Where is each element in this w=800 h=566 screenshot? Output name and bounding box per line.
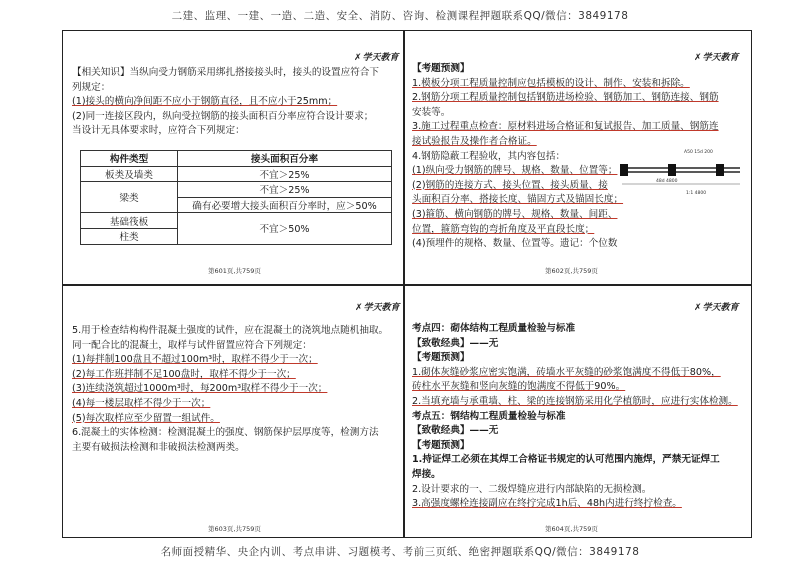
text-line: 2.当填充墙与承重墙、柱、梁的连接钢筋采用化学植筋时，应进行实体检测。 [412, 395, 738, 407]
text-line: 【考题预测】 [412, 63, 470, 74]
table-cell: 不宜＞50% [178, 213, 392, 244]
text-line: 1.模板分项工程质量控制应包括模板的设计、制作、安装和拆除。 [412, 77, 690, 89]
text-line: 2.设计要求的一、二级焊缝应进行内部缺陷的无损检测。 [412, 483, 652, 495]
diagram-label: 1:1 4800 [686, 191, 707, 196]
page-number: 第603页,共759页 [208, 525, 261, 533]
page-number: 第604页,共759页 [545, 525, 598, 533]
horizontal-divider [62, 284, 752, 286]
text-line: 安装等。 [412, 106, 451, 118]
text-line: 5.用于检查结构构件混凝土强度的试件，应在混凝土的浇筑地点随机抽取。 [72, 325, 389, 336]
logo-top-right: ✗学天教育 [694, 53, 739, 63]
panel-bottom-left [72, 324, 388, 455]
text-line: 【致敬经典】——无 [412, 337, 499, 349]
table-cell: 柱类 [81, 228, 178, 244]
text-line: 6.混凝土的实体检测：检测混凝土的强度、钢筋保护层厚度等，检测方法 [72, 427, 379, 439]
text-line: 位置，箍筋弯钩的弯折角度及平直段长度； [412, 223, 595, 235]
text-line: 接试验报告及操作者合格证。 [412, 135, 537, 147]
text-line: 考点五：钢结构工程质量检验与标准 [412, 410, 566, 422]
joint-block [620, 164, 628, 176]
rebar-lap-diagram [616, 146, 744, 202]
table-cell: 板类及墙类 [81, 166, 178, 182]
text-line: (5)每次取样应至少留置一组试件。 [72, 412, 220, 424]
joint-block [716, 164, 724, 176]
text-line: 列规定： [72, 81, 111, 93]
table-cell: 梁类 [81, 182, 178, 213]
text-line: 1.持证焊工必须在其焊工合格证书规定的认可范围内施焊，严禁无证焊工 [412, 454, 720, 466]
text-line: 主要有破损法检测和非破损法检测两类。 [72, 441, 245, 453]
text-line: (4)每一楼层取样不得少于一次； [72, 397, 211, 409]
table-cell: 不宜＞25% [178, 166, 392, 182]
text-line: 砖柱水平灰缝和竖向灰缝的饱满度不得低于90%。 [412, 381, 626, 393]
diagram-label: 48d 4800 [656, 179, 678, 184]
joint-area-table [80, 150, 392, 245]
footer-banner: 名师面授精华、央企内训、考点串讲、习题模考、考前三页纸、绝密押题联系QQ/微信：3849178 [160, 546, 640, 558]
text-line: 4.钢筋隐蔽工程验收，其内容包括： [412, 150, 566, 162]
logo-bottom-left: ✗学天教育 [355, 303, 400, 313]
table-row [81, 213, 392, 229]
text-line: 3.高强度螺栓连接副应在终拧完成1h后、48h内进行终拧检查。 [412, 498, 682, 510]
table-header: 接头面积百分率 [178, 151, 392, 167]
table-header: 构件类型 [81, 151, 178, 167]
logo-bottom-right: ✗学天教育 [694, 303, 739, 313]
logo-top-left: ✗学天教育 [354, 53, 399, 63]
joint-block [668, 164, 676, 176]
logo-icon: ✗ [694, 303, 702, 313]
text-line: 3.施工过程重点检查：原材料进场合格证和复试报告、加工质量、钢筋连 [412, 121, 719, 133]
text-line: (4)预埋件的规格、数量、位置等。遗记：个位数 [412, 238, 618, 250]
table-row [81, 182, 392, 198]
text-line: 1.砌体灰缝砂浆应密实饱满，砖墙水平灰缝的砂浆饱满度不得低于80%， [412, 366, 721, 378]
text-line: 当设计无具体要求时，应符合下列规定： [72, 125, 245, 137]
diagram-label: A50 15d 200 [684, 150, 713, 155]
text-line: 2.钢筋分项工程质量控制包括钢筋进场检验、钢筋加工、钢筋连接、钢筋 [412, 92, 719, 104]
table-row [81, 166, 392, 182]
page-number: 第601页,共759页 [208, 267, 261, 275]
text-line: (2)钢筋的连接方式、接头位置、接头质量、接 [412, 179, 608, 191]
logo-icon: ✗ [694, 53, 702, 63]
table-cell: 不宜＞25% [178, 182, 392, 198]
text-line: (2)每工作班拌制不足100盘时，取样不得少于一次； [72, 368, 296, 380]
text-line: 同一配合比的混凝土，取样与试件留置应符合下列规定： [72, 339, 312, 351]
page-number: 第602页,共759页 [545, 267, 598, 275]
text-line: (1)接头的横向净间距不应小于钢筋直径，且不应小于25mm； [72, 96, 338, 108]
text-line: (3)箍筋、横向钢筋的牌号、规格、数量、间距、 [412, 208, 618, 220]
text-line: 考点四：砌体结构工程质量检验与标准 [412, 323, 576, 334]
text-line: (1)纵向受力钢筋的牌号、规格、数量、位置等； [412, 165, 618, 177]
logo-icon: ✗ [355, 303, 363, 313]
logo-icon: ✗ [354, 53, 362, 63]
text-line: (2)同一连接区段内，纵向受拉钢筋的接头面积百分率应符合设计要求； [72, 110, 374, 122]
text-line: 【考题预测】 [412, 352, 470, 364]
text-line: 【相关知识】当纵向受力钢筋采用绑扎搭接接头时，接头的设置应符合下 [72, 67, 379, 78]
text-line: (1)每拌制100盘且不超过100m³时，取样不得少于一次； [72, 354, 318, 366]
panel-bottom-right [412, 322, 738, 512]
panel-top-left [72, 66, 379, 139]
text-line: (3)连续浇筑超过1000m³时，每200m³取样不得少于一次； [72, 383, 328, 395]
table-cell: 基础筏板 [81, 213, 178, 229]
header-banner: 二建、监理、一建、一造、二造、安全、消防、咨询、检测课程押题联系QQ/微信：3849178 [171, 10, 629, 22]
table-cell: 确有必要增大接头面积百分率时，应＞50% [178, 197, 392, 213]
text-line: 焊接。 [412, 468, 441, 480]
text-line: 头面积百分率、搭接长度、锚固方式及锚固长度； [412, 194, 624, 206]
text-line: 【考题预测】 [412, 439, 470, 451]
text-line: 【致敬经典】——无 [412, 425, 499, 437]
